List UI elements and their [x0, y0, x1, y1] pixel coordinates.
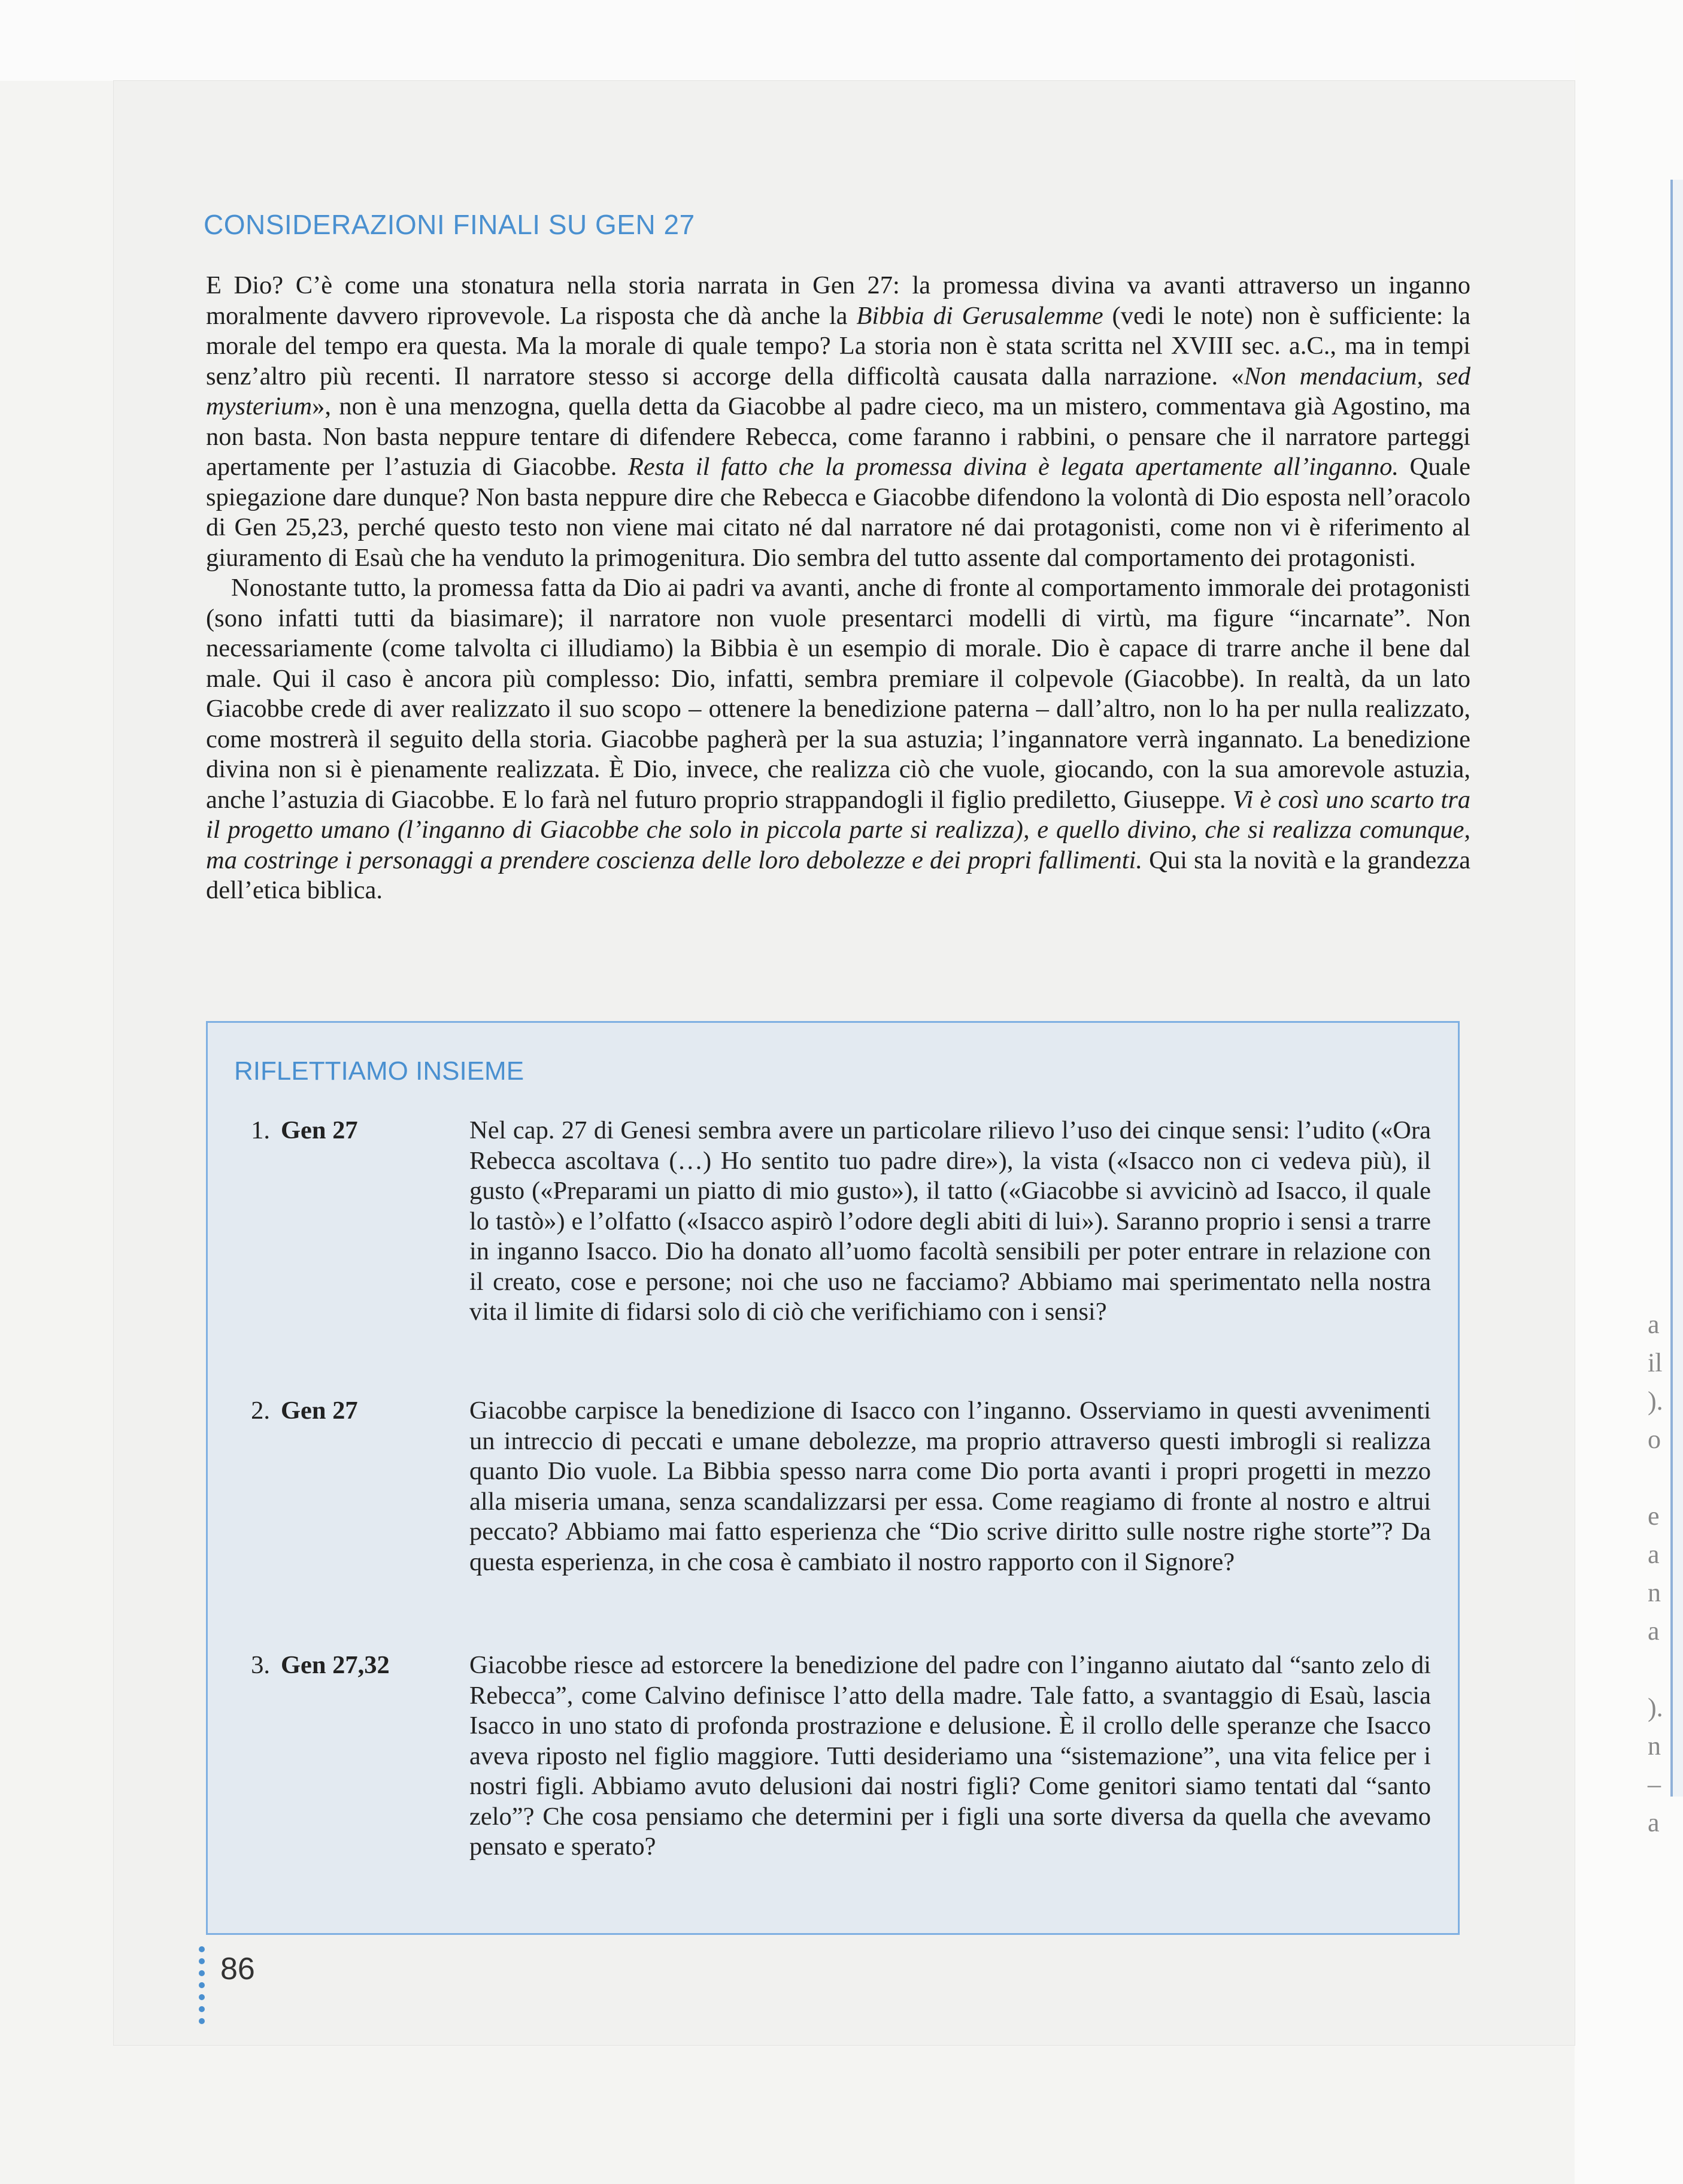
- page-number: 86: [220, 1952, 255, 1986]
- margin-letter: [1648, 1650, 1672, 1689]
- margin-letter: ).: [1648, 1386, 1663, 1416]
- section-title: CONSIDERAZIONI FINALI SU GEN 27: [204, 209, 695, 240]
- text-run: Vi è così uno scarto tra il progetto umano (l’inganno di Giacobbe che solo in piccola parte si realizza), e quello divino, che si realizza comunque, ma costringe i personaggi a prendere coscienza delle loro debolezze e dei propri fallimenti.: [206, 785, 1470, 874]
- page-number-dots: [199, 1946, 206, 2030]
- text-run: E Dio? C’è come una stonatura nella storia narrata in Gen 27: la promessa divina va avanti attraverso un inganno moralmente davvero riprovevole. La risposta che dà anche la: [206, 271, 1470, 330]
- margin-letter: ).: [1648, 1693, 1663, 1722]
- text-run: Quale spiegazione dare dunque? Non basta neppure dire che Rebecca e Giacobbe difendono la volontà di Dio esposta nell’oracolo di Gen 25,23, perché questo testo non viene mai citato né dal narratore né dai protagonisti, come non vi è riferimento al giuramento di Esaù che ha venduto la primogenitura. Dio sembra del tutto assente dal comportamento dei protagonisti.: [206, 453, 1470, 572]
- margin-letter: –: [1648, 1770, 1661, 1799]
- text-run: (vedi le note) non è sufficiente: la morale del tempo era questa. Ma la morale di quale tempo? La storia non è stata scritta nel XVIII sec. a.C., ma in tempi senz’altro più recenti. Il narratore stesso si accorge della difficoltà causata dalla narrazione. «: [206, 301, 1470, 390]
- question-number: 2.: [251, 1397, 270, 1425]
- question-number: 1.: [251, 1116, 270, 1144]
- margin-letter: n: [1648, 1731, 1661, 1761]
- question-text: Giacobbe carpisce la benedizione di Isacco con l’inganno. Osserviamo in questi avvenimenti un intreccio di peccati e umane debolezze, ma proprio attraverso questi imbrogli si realizza quanto Dio vuole. La Bibbia spesso narra come Dio porta avanti i propri progetti in mezzo alla miseria umana, senza scandalizzarsi per essa. Come reagiamo di fronte al nostro e altrui peccato? Abbiamo mai fatto esperienza che “Dio scrive diritto sulle nostre righe storte”? Da questa esperienza, in che cosa è cambiato il nostro rapporto con il Signore?: [469, 1397, 1431, 1576]
- margin-letter: il: [1648, 1348, 1663, 1377]
- text-run: Qui sta la novità e la grandezza dell’etica biblica.: [206, 846, 1470, 904]
- margin-letter: o: [1648, 1425, 1661, 1454]
- question-reference: Gen 27,32: [281, 1651, 390, 1679]
- body-text: [206, 271, 1470, 906]
- scan-background: [0, 0, 1683, 81]
- question-reference: Gen 27: [281, 1116, 358, 1144]
- question-number: 3.: [251, 1651, 270, 1679]
- reflection-box-title: RIFLETTIAMO INSIEME: [234, 1056, 524, 1086]
- margin-letter: a: [1648, 1616, 1660, 1646]
- adjacent-page-margin-letters: [1648, 1305, 1672, 1842]
- margin-letter: a: [1648, 1808, 1660, 1837]
- adjacent-page-edge: [1670, 180, 1683, 1797]
- text-run: Resta il fatto che la promessa divina è legata apertamente all’inganno.: [627, 453, 1399, 481]
- paragraph-2: [206, 573, 1470, 906]
- text-run: », non è una menzogna, quella detta da Giacobbe al padre cieco, ma un mistero, commentava già Agostino, ma non basta. Non basta neppure tentare di difendere Rebecca, come faranno i rabbini, o pensare che il narratore parteggi apertamente per l’astuzia di Giacobbe.: [206, 392, 1470, 481]
- margin-letter: a: [1648, 1310, 1660, 1339]
- margin-letter: n: [1648, 1578, 1661, 1607]
- text-run: Bibbia di Gerusalemme: [856, 301, 1103, 330]
- reflection-box: [206, 1021, 1460, 1935]
- adjacent-page: [1575, 0, 1683, 2184]
- text-run: Nonostante tutto, la promessa fatta da Dio ai padri va avanti, anche di fronte al comportamento immorale dei protagonisti (sono infatti tutti da biasimare); il narratore non vuole presentarci modelli di virtù, ma figure “incarnate”. Non necessariamente (come talvolta ci illudiamo) la Bibbia è un esempio di morale. Dio è capace di trarre anche il bene dal male. Qui il caso è ancora più complesso: Dio, infatti, sembra premiare il colpevole (Giacobbe). In realtà, da un lato Giacobbe crede di aver realizzato il suo scopo – ottenere la benedizione paterna – dall’altro, non lo ha per nulla realizzato, come mostrerà il seguito della storia. Giacobbe pagherà per la sua astuzia; l’ingannatore verrà ingannato. La benedizione divina non si è pienamente realizzata. È Dio, invece, che realizza ciò che vuole, giocando, con la sua amorevole astuzia, anche l’astuzia di Giacobbe. E lo farà nel futuro proprio strappandogli il figlio prediletto, Giuseppe.: [206, 574, 1470, 814]
- margin-letter: [1648, 1459, 1672, 1497]
- question-reference: Gen 27: [281, 1397, 358, 1425]
- paragraph-1: [206, 271, 1470, 573]
- margin-letter: a: [1648, 1540, 1660, 1569]
- question-text: Nel cap. 27 di Genesi sembra avere un particolare rilievo l’uso dei cinque sensi: l’udito («Ora Rebecca ascoltava (…) Ho sentito tuo padre dire»), la vista («Isacco non ci vedeva più), il gusto («Preparami un piatto di mio gusto»), il tatto («Giacobbe si avvicinò ad Isacco, il quale lo tastò») e l’olfatto («Isacco aspirò l’odore degli abiti di lui»). Saranno proprio i sensi a trarre in inganno Isacco. Dio ha donato all’uomo facoltà sensibili per poter entrare in relazione con il creato, cose e persone; noi che uso ne facciamo? Abbiamo mai sperimentato nella nostra vita il limite di fidarsi solo di ciò che verifichiamo con i sensi?: [469, 1116, 1431, 1326]
- question-text: Giacobbe riesce ad estorcere la benedizione del padre con l’inganno aiutato dal “santo zelo di Rebecca”, come Calvino definisce l’atto della madre. Tale fatto, a svantaggio di Esaù, lascia Isacco in uno stato di profonda prostrazione e delusione. È il crollo delle speranze che Isacco aveva riposto nel figlio maggiore. Tutti desideriamo una “sistemazione”, una vita felice per i nostri figli. Abbiamo avuto delusioni dai nostri figli? Come genitori siamo tentati dal “santo zelo”? Che cosa pensiamo che determini per i figli una sorte diversa da quella che avevamo pensato e sperato?: [469, 1651, 1431, 1861]
- text-run: Non mendacium, sed mysterium: [206, 362, 1471, 420]
- margin-letter: e: [1648, 1501, 1660, 1531]
